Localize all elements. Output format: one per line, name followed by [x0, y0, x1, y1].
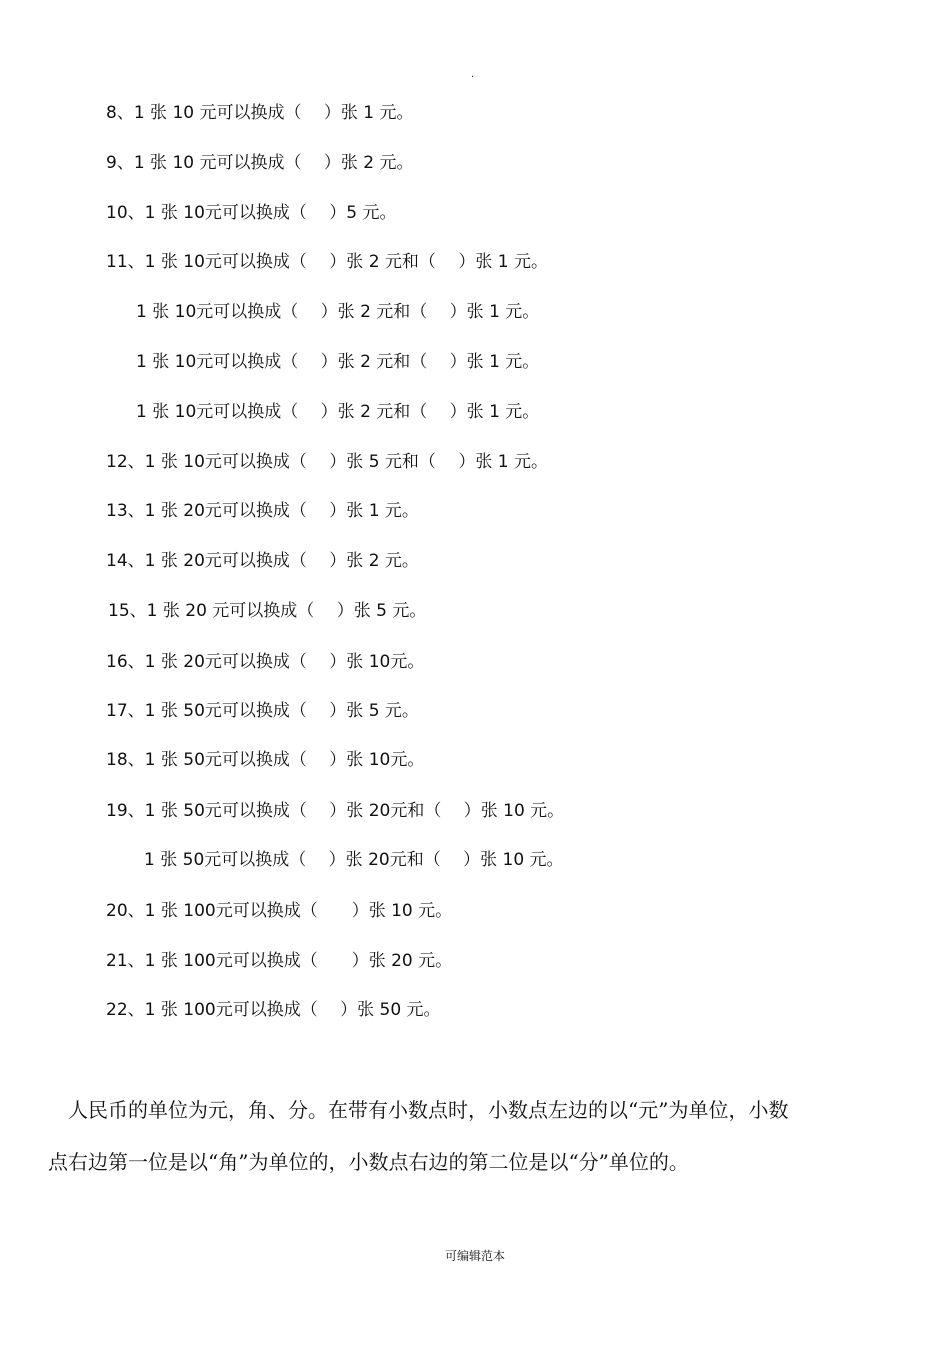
exercise-line: 15、1 张 20 元可以换成（ ）张 5 元。: [108, 601, 427, 621]
page-marker: .: [471, 69, 475, 80]
exercise-line: 19、1 张 50元可以换成（ ）张 20元和（ ）张 10 元。: [106, 801, 565, 821]
body-paragraph-line: 人民币的单位为元，角、分。在带有小数点时，小数点左边的以“元”为单位，小数: [68, 1098, 789, 1122]
exercise-line: 9、1 张 10 元可以换成（ ）张 2 元。: [106, 153, 414, 173]
exercise-line: 8、1 张 10 元可以换成（ ）张 1 元。: [106, 103, 414, 123]
exercise-line: 1 张 10元可以换成（ ）张 2 元和（ ）张 1 元。: [136, 352, 540, 372]
exercise-line: 10、1 张 10元可以换成（ ）5 元。: [106, 203, 397, 223]
exercise-line: 18、1 张 50元可以换成（ ）张 10元。: [106, 750, 425, 770]
exercise-line: 12、1 张 10元可以换成（ ）张 5 元和（ ）张 1 元。: [106, 452, 548, 472]
exercise-line: 1 张 10元可以换成（ ）张 2 元和（ ）张 1 元。: [136, 402, 540, 422]
exercise-line: 1 张 10元可以换成（ ）张 2 元和（ ）张 1 元。: [136, 302, 540, 322]
exercise-line: 11、1 张 10元可以换成（ ）张 2 元和（ ）张 1 元。: [106, 252, 548, 272]
body-paragraph-line: 点右边第一位是以“角”为单位的，小数点右边的第二位是以“分”单位的。: [48, 1150, 689, 1174]
exercise-line: 17、1 张 50元可以换成（ ）张 5 元。: [106, 701, 419, 721]
exercise-line: 16、1 张 20元可以换成（ ）张 10元。: [106, 652, 425, 672]
page-footer: 可编辑范本: [444, 1249, 505, 1263]
exercise-line: 20、1 张 100元可以换成（ ）张 10 元。: [106, 901, 453, 921]
exercise-line: 1 张 50元可以换成（ ）张 20元和（ ）张 10 元。: [144, 850, 564, 870]
exercise-line: 22、1 张 100元可以换成（ ）张 50 元。: [106, 1000, 441, 1020]
exercise-line: 14、1 张 20元可以换成（ ）张 2 元。: [106, 551, 419, 571]
exercise-line: 21、1 张 100元可以换成（ ）张 20 元。: [106, 951, 453, 971]
exercise-line: 13、1 张 20元可以换成（ ）张 1 元。: [106, 501, 419, 521]
